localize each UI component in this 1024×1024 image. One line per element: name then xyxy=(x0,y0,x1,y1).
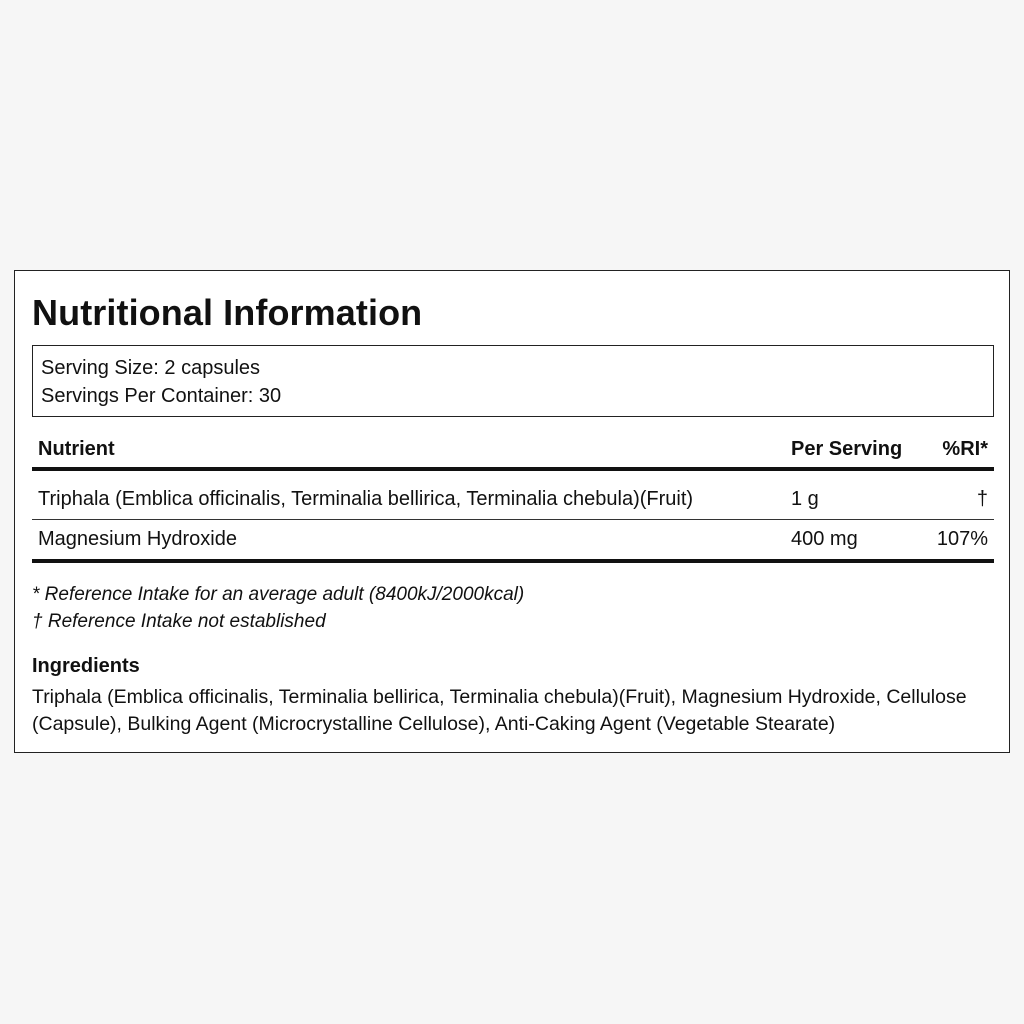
ingredients-heading: Ingredients xyxy=(32,655,140,677)
nutrient-name: Magnesium Hydroxide xyxy=(32,520,785,562)
nutrient-ri: 107% xyxy=(915,520,994,562)
header-nutrient: Nutrient xyxy=(32,431,785,469)
nutrient-amount: 400 mg xyxy=(785,520,915,562)
table-header-row xyxy=(32,431,994,469)
nutrient-ri: † xyxy=(915,469,994,520)
header-ri: %RI* xyxy=(915,431,994,469)
footnotes xyxy=(32,581,524,635)
nutrient-name: Triphala (Emblica officinalis, Terminalia bellirica, Terminalia chebula)(Fruit) xyxy=(32,469,785,520)
nutrient-table xyxy=(32,431,994,563)
footnote-not-established: † Reference Intake not established xyxy=(32,611,326,632)
serving-size: Serving Size: 2 capsules xyxy=(41,357,261,379)
footnote-reference-intake: * Reference Intake for an average adult (8400kJ/2000kcal) xyxy=(32,584,525,605)
table-row xyxy=(32,469,994,520)
nutrient-amount: 1 g xyxy=(785,469,915,520)
panel-title: Nutritional Information xyxy=(32,292,423,333)
ingredients-text: Triphala (Emblica officinalis, Terminalia bellirica, Terminalia chebula)(Fruit), Magnesium Hydroxide, Cellulose (Capsule), Bulking Agent (Microcrystalline Cellulose), Anti-Caking Agent (Vegetable Stearate) xyxy=(32,686,967,735)
table-row xyxy=(32,520,994,562)
servings-per-container: Servings Per Container: 30 xyxy=(41,385,282,407)
nutrition-panel xyxy=(14,270,1010,753)
header-per-serving: Per Serving xyxy=(785,431,915,469)
serving-info-box xyxy=(32,345,994,417)
